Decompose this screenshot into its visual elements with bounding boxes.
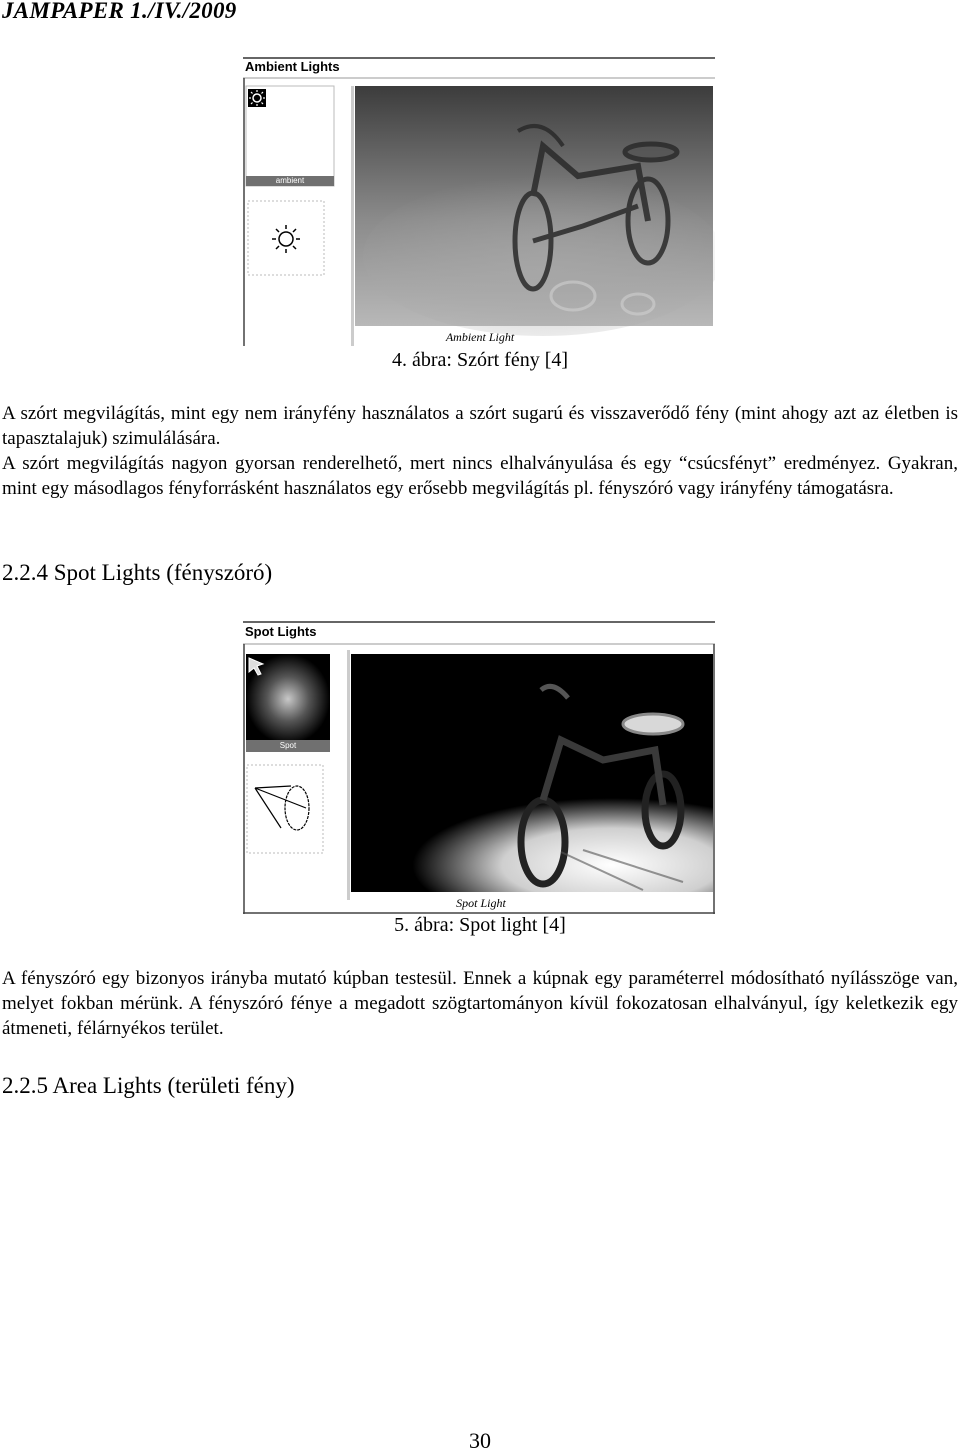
paragraph-spot <box>2 966 958 1041</box>
section-heading-spot-lights: 2.2.4 Spot Lights (fényszóró) <box>2 560 273 585</box>
figure5-caption: 5. ábra: Spot light [4] <box>394 914 566 936</box>
spotlight-pointer-icon <box>247 656 267 676</box>
figure5-panel-title: Spot Lights <box>245 624 317 639</box>
spotlight-cone-icon <box>251 778 315 838</box>
figure5-render-caption: Spot Light <box>456 896 506 910</box>
paragraph-ambient-sentence-2: A szórt megvilágítás nagyon gyorsan renderelhető, mert nincs elhalványulása és egy “csúcsfényt” eredményez. Gyakran, mint egy másodlagos fényforrásként használatos egy erősebb megvilágítás pl. fényszóró vagy irányfény támogatásra. <box>2 453 958 499</box>
figure-spot-graphic <box>243 620 715 914</box>
page-number: 30 <box>469 1428 491 1453</box>
paragraph-ambient-sentence-1: A szórt megvilágítás, mint egy nem irányfény használatos a szórt sugarú és visszaverődő fény (mint ahogy azt az életben is tapasztalajuk) szimulálására. <box>2 403 958 449</box>
figure4-panel-title: Ambient Lights <box>245 59 340 74</box>
figure-ambient-light <box>243 56 715 346</box>
section-heading-area-lights: 2.2.5 Area Lights (területi fény) <box>2 1073 295 1098</box>
spot-thumb-label: Spot <box>246 740 330 752</box>
paragraph-spot-text: A fényszóró egy bizonyos irányba mutató kúpban testesül. Ennek a kúpnak egy paraméterrel módosítható nyílásszöge van, melyet fokban mérünk. A fényszóró fénye a megadott szögtartományon kívül fokozatosan elhalványul, így keletkezik egy átmeneti, félárnyékos terület. <box>2 968 958 1039</box>
ambient-thumb-label: ambient <box>246 176 334 186</box>
running-header: JAMPAPER 1./IV./2009 <box>2 0 237 23</box>
figure-spot-light <box>243 620 715 914</box>
sun-icon <box>271 224 301 254</box>
ambient-light-icon <box>248 89 266 107</box>
figure4-caption: 4. ábra: Szórt fény [4] <box>391 349 569 371</box>
paragraph-ambient <box>2 401 958 501</box>
figure4-render-caption: Ambient Light <box>445 330 515 344</box>
figure-ambient-graphic <box>243 56 715 346</box>
